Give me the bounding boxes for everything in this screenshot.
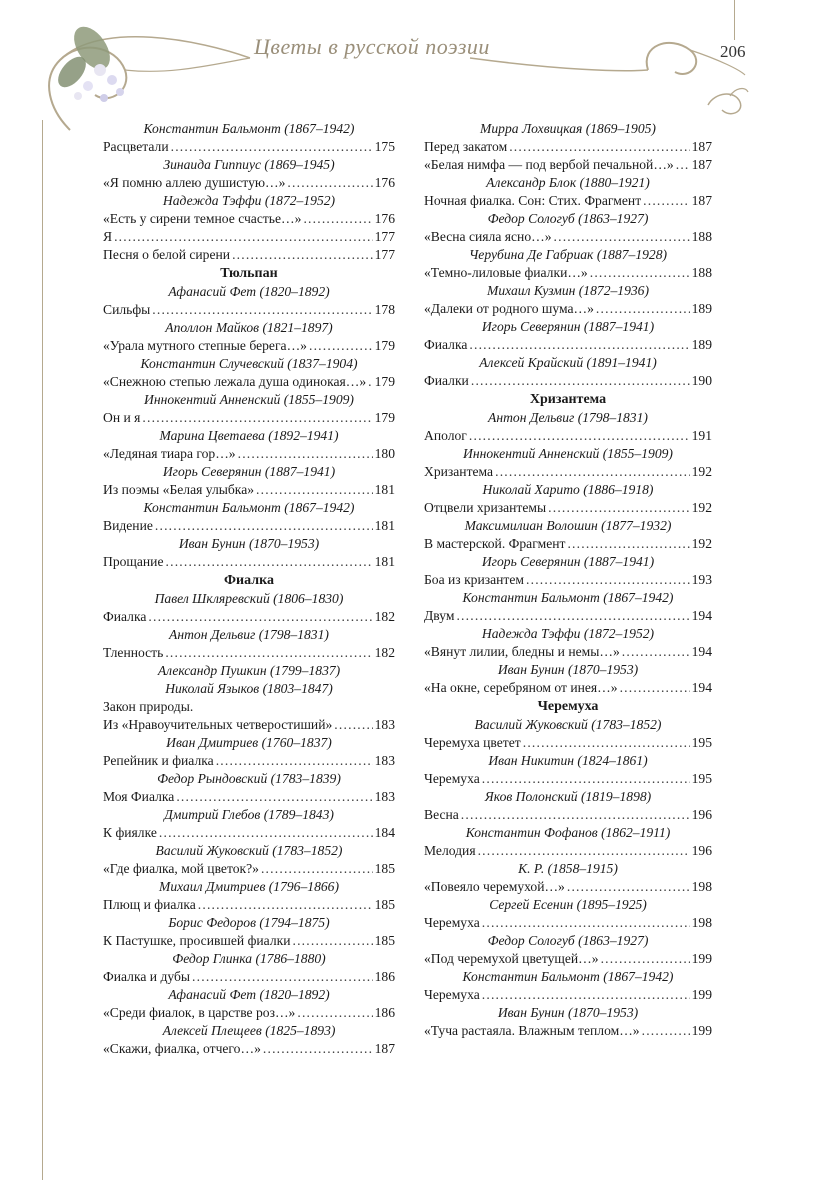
entry-page-number: 181 [374, 482, 395, 497]
dot-leader [456, 607, 689, 625]
dot-leader [495, 463, 690, 481]
toc-column-right [424, 120, 712, 1040]
dot-leader [469, 427, 690, 445]
entry-title: Песня о белой сирени [103, 247, 231, 262]
page-number: 206 [720, 42, 746, 61]
entry-page-number: 188 [691, 229, 712, 244]
author-heading: Иннокентий Анненский (1855–1909) [144, 392, 354, 407]
toc-entry [103, 517, 395, 535]
entry-title: Хризантема [424, 464, 494, 479]
dot-leader [590, 264, 690, 282]
dot-leader [309, 337, 373, 355]
toc-entry [103, 896, 395, 914]
dot-leader [165, 644, 372, 662]
entry-title: К Пастушке, просившей фиалки [103, 933, 291, 948]
dot-leader [482, 986, 690, 1004]
flower-ornament-icon [0, 0, 826, 140]
entry-page-number: 192 [691, 536, 712, 551]
toc-entry [424, 679, 712, 697]
entry-title: Фиалка и дубы [103, 969, 191, 984]
author-heading: Надежда Тэффи (1872–1952) [481, 626, 655, 641]
entry-title: Репейник и фиалка [103, 753, 214, 768]
entry-page-number: 178 [374, 302, 395, 317]
entry-title: Отцвели хризантемы [424, 500, 547, 515]
entry-title: «Среди фиалок, в царстве роз…» [103, 1005, 296, 1020]
author-heading: Иван Никитин (1824–1861) [488, 753, 648, 768]
toc-entry [103, 373, 395, 391]
entry-title: Весна [424, 807, 459, 822]
dot-leader [523, 734, 690, 752]
author-heading: Николай Языков (1803–1847) [165, 681, 333, 696]
author-heading: Сергей Есенин (1895–1925) [489, 897, 647, 912]
toc-entry [103, 174, 395, 192]
entry-title: «Белая нимфа — под вербой печальной…» [424, 157, 674, 172]
entry-title: Боа из кризантем [424, 572, 525, 587]
author-heading: Игорь Северянин (1887–1941) [481, 554, 655, 569]
author-heading: Константин Бальмонт (1867–1942) [462, 969, 674, 984]
dot-leader [155, 517, 373, 535]
author-heading: Федор Сологуб (1863–1927) [487, 211, 649, 226]
dot-leader [368, 373, 372, 391]
entry-title: Фиалка [103, 609, 147, 624]
toc-entry [103, 1004, 395, 1022]
dot-leader [152, 301, 372, 319]
dot-leader [303, 210, 372, 228]
entry-page-number: 185 [374, 861, 395, 876]
entry-page-number: 183 [374, 717, 395, 732]
author-heading: Антон Дельвиг (1798–1831) [488, 410, 648, 425]
toc-entry [103, 301, 395, 319]
entry-page-number: 194 [691, 644, 712, 659]
author-heading: Иван Дмитриев (1760–1837) [166, 735, 332, 750]
entry-title: Плющ и фиалка [103, 897, 196, 912]
entry-page-number: 175 [374, 139, 395, 154]
toc-entry [103, 716, 395, 734]
author-heading: Надежда Тэффи (1872–1952) [162, 193, 336, 208]
toc-entry [424, 427, 712, 445]
toc-entry [424, 138, 712, 156]
toc-entry [103, 409, 395, 427]
entry-page-number: 176 [374, 211, 395, 226]
entry-page-number: 177 [374, 229, 395, 244]
entry-page-number: 187 [374, 1041, 395, 1056]
toc-entry [424, 463, 712, 481]
entry-page-number: 192 [691, 500, 712, 515]
left-margin-rule [42, 120, 43, 1180]
toc-entry [424, 228, 712, 246]
toc-entry [424, 336, 712, 354]
entry-title: Я [103, 229, 113, 244]
entry-title: «Далеки от родного шума…» [424, 301, 594, 316]
author-heading: Аполлон Майков (1821–1897) [165, 320, 333, 335]
dot-leader [159, 824, 373, 842]
toc-entry [424, 914, 712, 932]
entry-title: Мелодия [424, 843, 476, 858]
entry-title: «Весна сияла ясно…» [424, 229, 552, 244]
dot-leader [198, 896, 373, 914]
entry-page-number: 196 [691, 807, 712, 822]
entry-page-number: 176 [374, 175, 395, 190]
toc-entry [103, 824, 395, 842]
entry-page-number: 187 [691, 193, 712, 208]
entry-page-number: 198 [691, 915, 712, 930]
entry-page-number: 196 [691, 843, 712, 858]
dot-leader [643, 192, 689, 210]
entry-title: Аполог [424, 428, 467, 443]
dot-leader [622, 643, 690, 661]
toc-entry [103, 553, 395, 571]
author-heading: Алексей Плещеев (1825–1893) [162, 1023, 336, 1038]
author-heading: Николай Харито (1886–1918) [482, 482, 654, 497]
toc-entry [103, 968, 395, 986]
toc-entry [424, 535, 712, 553]
toc-entry [424, 499, 712, 517]
section-heading: Черемуха [537, 699, 599, 714]
entry-page-number: 181 [374, 554, 395, 569]
entry-title: В мастерской. Фрагмент [424, 536, 566, 551]
dot-leader [567, 878, 690, 896]
toc-entry [424, 1022, 712, 1040]
entry-page-number: 188 [691, 265, 712, 280]
dot-leader [478, 842, 690, 860]
author-heading: Афанасий Фет (1820–1892) [168, 987, 330, 1002]
author-heading: Михаил Дмитриев (1796–1866) [159, 879, 339, 894]
entry-page-number: 187 [691, 139, 712, 154]
toc-entry [424, 842, 712, 860]
section-heading: Тюльпан [220, 266, 278, 281]
entry-title: «Под черемухой цветущей…» [424, 951, 599, 966]
author-heading: Василий Жуковский (1783–1852) [155, 843, 343, 858]
toc-entry [103, 788, 395, 806]
author-heading: Яков Полонский (1819–1898) [484, 789, 652, 804]
entry-page-number: 185 [374, 933, 395, 948]
author-heading: Иннокентий Анненский (1855–1909) [463, 446, 673, 461]
toc-entry [103, 752, 395, 770]
entry-page-number: 189 [691, 301, 712, 316]
toc-entry [424, 950, 712, 968]
entry-page-number: 182 [374, 609, 395, 624]
author-heading: Антон Дельвиг (1798–1831) [169, 627, 329, 642]
entry-page-number: 199 [691, 1023, 712, 1038]
entry-title: Расцветали [103, 139, 169, 154]
entry-page-number: 195 [691, 771, 712, 786]
entry-page-number: 192 [691, 464, 712, 479]
dot-leader [292, 932, 372, 950]
dot-leader [567, 535, 689, 553]
author-heading: Иван Бунин (1870–1953) [497, 662, 639, 677]
entry-page-number: 194 [691, 680, 712, 695]
entry-page-number: 177 [374, 247, 395, 262]
author-heading: Игорь Северянин (1887–1941) [481, 319, 655, 334]
entry-page-number: 199 [691, 951, 712, 966]
entry-page-number: 179 [374, 374, 395, 389]
dot-leader [469, 336, 689, 354]
author-heading: Иван Бунин (1870–1953) [497, 1005, 639, 1020]
dot-leader [114, 228, 373, 246]
entry-page-number: 182 [374, 645, 395, 660]
section-heading: Хризантема [529, 392, 607, 407]
toc-entry [424, 878, 712, 896]
author-heading: Александр Блок (1880–1921) [486, 175, 650, 190]
entry-title: Прощание [103, 554, 164, 569]
dot-leader [509, 138, 689, 156]
toc-entry [424, 300, 712, 318]
toc-entry [424, 770, 712, 788]
entry-title: «Ледяная тиара гор…» [103, 446, 236, 461]
entry-title: Из поэмы «Белая улыбка» [103, 482, 255, 497]
author-heading: Федор Глинка (1786–1880) [172, 951, 326, 966]
dot-leader [166, 553, 373, 571]
entry-page-number: 186 [374, 1005, 395, 1020]
author-heading: Борис Федоров (1794–1875) [168, 915, 330, 930]
dot-leader [482, 914, 690, 932]
entry-title: Сильфы [103, 302, 151, 317]
entry-title: Фиалка [424, 337, 468, 352]
entry-page-number: 195 [691, 735, 712, 750]
author-heading: Константин Фофанов (1862–1911) [465, 825, 671, 840]
entry-title: Ночная фиалка. Сон: Стих. Фрагмент [424, 193, 642, 208]
top-right-rule [734, 0, 735, 40]
toc-entry [103, 445, 395, 463]
entry-page-number: 179 [374, 410, 395, 425]
toc-entry [103, 860, 395, 878]
entry-title: Тленность [103, 645, 164, 660]
entry-page-number: 183 [374, 753, 395, 768]
author-heading: Иван Бунин (1870–1953) [178, 536, 320, 551]
entry-page-number: 189 [691, 337, 712, 352]
toc-entry [103, 228, 395, 246]
entry-title: «Туча растаяла. Влажным теплом…» [424, 1023, 640, 1038]
entry-title: Черемуха [424, 771, 480, 786]
dot-leader [620, 679, 690, 697]
dot-leader [596, 300, 690, 318]
author-heading: Федор Рындовский (1783–1839) [157, 771, 341, 786]
toc-entry [424, 986, 712, 1004]
dot-leader [287, 174, 372, 192]
dot-leader [676, 156, 690, 174]
entry-page-number: 190 [691, 373, 712, 388]
entry-page-number: 194 [691, 608, 712, 623]
entry-title: Он и я [103, 410, 141, 425]
entry-page-number: 191 [691, 428, 712, 443]
entry-title: «Темно-лиловые фиалки…» [424, 265, 588, 280]
entry-title: «Есть у сирени темное счастье…» [103, 211, 302, 226]
entry-title: «Вянут лилии, бледны и немы…» [424, 644, 620, 659]
dot-leader [148, 608, 372, 626]
entry-page-number: 184 [374, 825, 395, 840]
entry-title: «Урала мутного степные берега…» [103, 338, 307, 353]
toc-entry [424, 607, 712, 625]
toc-entry [103, 1040, 395, 1058]
dot-leader [142, 409, 372, 427]
dot-leader [232, 246, 373, 264]
entry-title: Из «Нравоучительных четверостиший» [103, 717, 333, 732]
entry-title: «На окне, серебряном от инея…» [424, 680, 618, 695]
author-heading: Константин Бальмонт (1867–1942) [143, 500, 355, 515]
author-heading: К. Р. (1858–1915) [518, 861, 618, 876]
author-heading: Константин Бальмонт (1867–1942) [462, 590, 674, 605]
running-title: Цветы в русской поэзии [254, 34, 490, 59]
section-heading: Фиалка [224, 573, 274, 588]
toc-entry [424, 372, 712, 390]
entry-page-number: 181 [374, 518, 395, 533]
author-heading: Федор Сологуб (1863–1927) [487, 933, 649, 948]
toc-entry [103, 337, 395, 355]
toc-entry [103, 210, 395, 228]
dot-leader [471, 372, 690, 390]
toc-entry [424, 156, 712, 174]
author-heading: Марина Цветаева (1892–1941) [159, 428, 339, 443]
author-heading: Василий Жуковский (1783–1852) [474, 717, 662, 732]
author-heading: Максимилиан Волошин (1877–1932) [464, 518, 672, 533]
entry-title: Черемуха [424, 915, 480, 930]
dot-leader [238, 445, 373, 463]
dot-leader [548, 499, 689, 517]
dot-leader [256, 481, 373, 499]
dot-leader [261, 860, 373, 878]
author-heading: Мирра Лохвицкая (1869–1905) [480, 121, 656, 136]
entry-title: Фиалки [424, 373, 469, 388]
toc-entry [103, 481, 395, 499]
toc-entry [424, 571, 712, 589]
dot-leader [263, 1040, 373, 1058]
toc-entry [103, 608, 395, 626]
entry-page-number: 193 [691, 572, 712, 587]
entry-page-number: 186 [374, 969, 395, 984]
entry-page-number: 180 [374, 446, 395, 461]
toc-entry [424, 192, 712, 210]
dot-leader [176, 788, 372, 806]
dot-leader [192, 968, 373, 986]
dot-leader [642, 1022, 690, 1040]
entry-title: Моя Фиалка [103, 789, 175, 804]
entry-page-number: 199 [691, 987, 712, 1002]
entry-title: Черемуха [424, 987, 480, 1002]
author-heading: Дмитрий Глебов (1789–1843) [164, 807, 334, 822]
page-header [0, 0, 826, 140]
entry-title: Черемуха цветет [424, 735, 521, 750]
toc-entry [103, 932, 395, 950]
dot-leader [216, 752, 373, 770]
dot-leader [171, 138, 373, 156]
entry-page-number: 198 [691, 879, 712, 894]
toc-entry [424, 806, 712, 824]
author-heading: Зинаида Гиппиус (1869–1945) [163, 157, 335, 172]
entry-title: «Повеяло черемухой…» [424, 879, 565, 894]
entry-title: К фиялке [103, 825, 157, 840]
dot-leader [554, 228, 690, 246]
author-heading: Александр Пушкин (1799–1837) [157, 663, 341, 678]
entry-title: «Я помню аллею душистую…» [103, 175, 286, 190]
author-heading: Черубина Де Габриак (1887–1928) [468, 247, 668, 262]
entry-title: Двум [424, 608, 455, 623]
entry-page-number: 185 [374, 897, 395, 912]
dot-leader [601, 950, 690, 968]
toc-entry [103, 138, 395, 156]
dot-leader [297, 1004, 372, 1022]
author-heading: Игорь Северянин (1887–1941) [162, 464, 336, 479]
author-heading: Константин Бальмонт (1867–1942) [143, 121, 355, 136]
toc-entry [424, 264, 712, 282]
toc-column-left [103, 120, 395, 1058]
entry-title: «Где фиалка, мой цветок?» [103, 861, 259, 876]
author-heading: Алексей Крайский (1891–1941) [479, 355, 657, 370]
entry-title: Закон природы. [103, 699, 194, 714]
dot-leader [526, 571, 690, 589]
entry-title: «Скажи, фиалка, отчего…» [103, 1041, 261, 1056]
dot-leader [461, 806, 690, 824]
toc-entry [424, 643, 712, 661]
dot-leader [334, 716, 372, 734]
entry-page-number: 183 [374, 789, 395, 804]
entry-title: Перед закатом [424, 139, 508, 154]
author-heading: Михаил Кузмин (1872–1936) [487, 283, 649, 298]
toc-entry [424, 734, 712, 752]
entry-page-number: 179 [374, 338, 395, 353]
entry-page-number: 187 [691, 157, 712, 172]
entry-title: «Снежною степью лежала душа одинокая…» [103, 374, 367, 389]
toc-entry [103, 246, 395, 264]
author-heading: Афанасий Фет (1820–1892) [168, 284, 330, 299]
author-heading: Павел Шкляревский (1806–1830) [154, 591, 344, 606]
dot-leader [482, 770, 690, 788]
entry-title: Видение [103, 518, 153, 533]
toc-entry [103, 644, 395, 662]
author-heading: Константин Случевский (1837–1904) [140, 356, 358, 371]
